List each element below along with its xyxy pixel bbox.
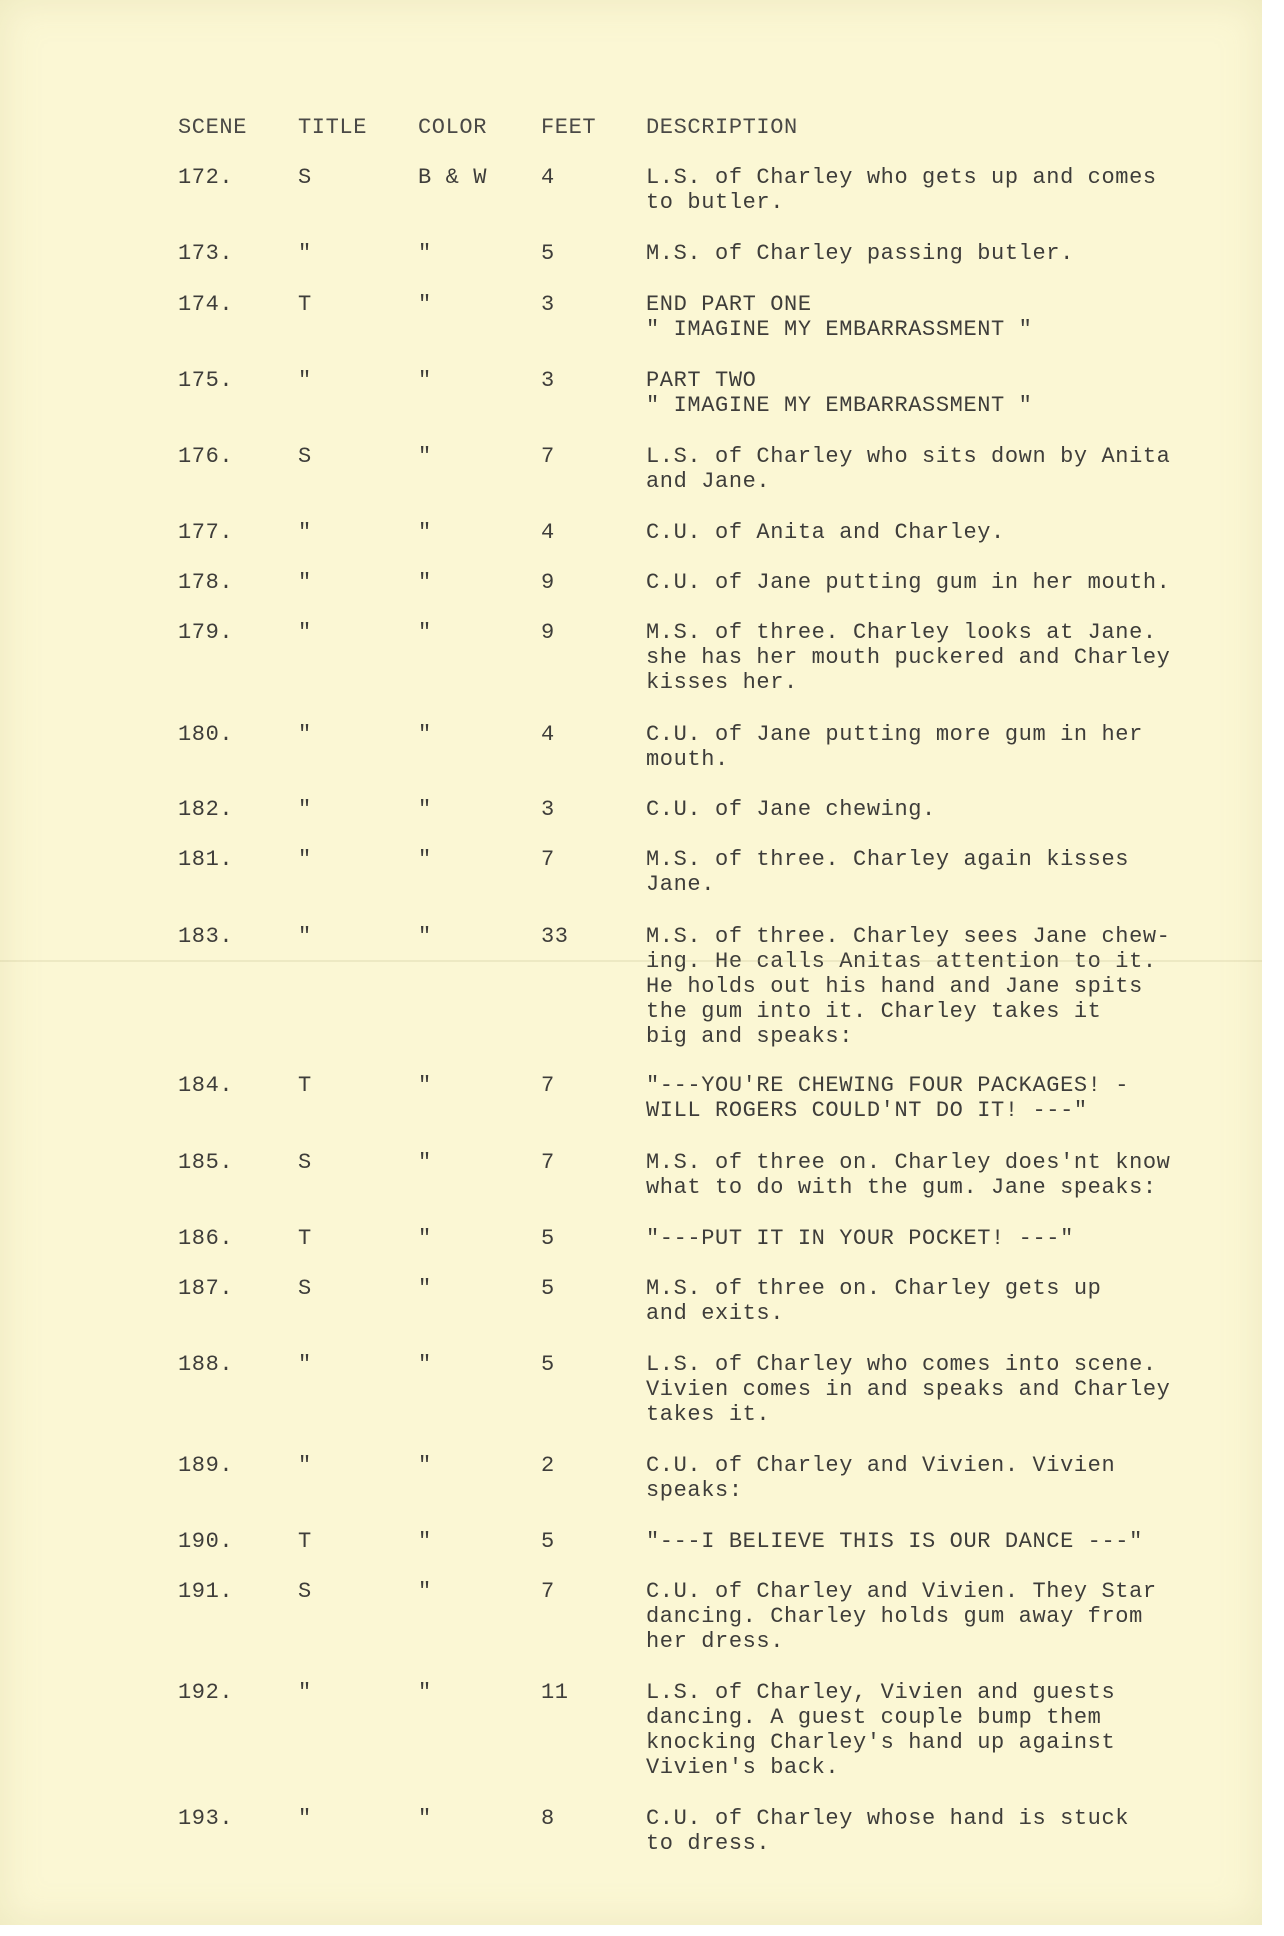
color-value: ": [418, 368, 432, 393]
description-text: C.U. of Charley and Vivien. Vivien speaks:: [646, 1453, 1116, 1503]
description-text: C.U. of Anita and Charley.: [646, 520, 1005, 545]
feet-value: 5: [541, 1352, 555, 1377]
color-value: ": [418, 1453, 432, 1478]
feet-value: 3: [541, 368, 555, 393]
description-text: "---PUT IT IN YOUR POCKET! ---": [646, 1226, 1074, 1251]
description-text: END PART ONE " IMAGINE MY EMBARRASSMENT ": [646, 292, 1033, 342]
color-value: ": [418, 722, 432, 747]
title-code: ": [298, 1680, 312, 1705]
scene-number: 177.: [178, 520, 234, 545]
feet-value: 9: [541, 570, 555, 595]
scene-number: 178.: [178, 570, 234, 595]
feet-value: 4: [541, 520, 555, 545]
color-value: ": [418, 241, 432, 266]
feet-value: 9: [541, 620, 555, 645]
title-code: T: [298, 1073, 312, 1098]
color-value: ": [418, 1150, 432, 1175]
color-value: B & W: [418, 165, 488, 190]
feet-value: 8: [541, 1806, 555, 1831]
scene-number: 172.: [178, 165, 234, 190]
color-value: ": [418, 1073, 432, 1098]
scene-number: 190.: [178, 1529, 234, 1554]
scene-number: 183.: [178, 924, 234, 949]
scene-number: 176.: [178, 444, 234, 469]
title-code: ": [298, 924, 312, 949]
feet-value: 3: [541, 797, 555, 822]
scene-number: 193.: [178, 1806, 234, 1831]
column-headers: [0, 115, 1262, 145]
description-text: "---YOU'RE CHEWING FOUR PACKAGES! - WILL ROGERS COULD'NT DO IT! ---": [646, 1073, 1130, 1123]
scene-number: 186.: [178, 1226, 234, 1251]
color-value: ": [418, 1579, 432, 1604]
feet-value: 11: [541, 1680, 569, 1705]
scene-number: 179.: [178, 620, 234, 645]
title-code: ": [298, 1806, 312, 1831]
title-code: T: [298, 292, 312, 317]
color-value: ": [418, 1352, 432, 1377]
scene-number: 188.: [178, 1352, 234, 1377]
description-text: M.S. of Charley passing butler.: [646, 241, 1074, 266]
title-code: S: [298, 1150, 312, 1175]
scene-number: 182.: [178, 797, 234, 822]
title-code: S: [298, 1579, 312, 1604]
description-text: M.S. of three on. Charley does'nt know what to do with the gum. Jane speaks:: [646, 1150, 1171, 1200]
scene-number: 173.: [178, 241, 234, 266]
color-value: ": [418, 1806, 432, 1831]
description-text: L.S. of Charley, Vivien and guests dancing. A guest couple bump them knocking Charley's hand up against Vivien's back.: [646, 1680, 1116, 1780]
title-code: ": [298, 620, 312, 645]
description-text: M.S. of three on. Charley gets up and exits.: [646, 1276, 1102, 1326]
description-text: M.S. of three. Charley looks at Jane. she has her mouth puckered and Charley kisses her.: [646, 620, 1171, 695]
description-text: C.U. of Charley whose hand is stuck to dress.: [646, 1806, 1130, 1856]
scene-number: 181.: [178, 847, 234, 872]
description-text: L.S. of Charley who sits down by Anita and Jane.: [646, 444, 1171, 494]
header-feet: FEET: [541, 115, 597, 140]
description-text: L.S. of Charley who gets up and comes to butler.: [646, 165, 1157, 215]
feet-value: 5: [541, 241, 555, 266]
feet-value: 4: [541, 722, 555, 747]
color-value: ": [418, 1276, 432, 1301]
description-text: "---I BELIEVE THIS IS OUR DANCE ---": [646, 1529, 1143, 1554]
feet-value: 7: [541, 444, 555, 469]
feet-value: 7: [541, 847, 555, 872]
title-code: ": [298, 1352, 312, 1377]
feet-value: 5: [541, 1226, 555, 1251]
title-code: ": [298, 241, 312, 266]
color-value: ": [418, 520, 432, 545]
scene-number: 185.: [178, 1150, 234, 1175]
title-code: ": [298, 1453, 312, 1478]
feet-value: 3: [541, 292, 555, 317]
feet-value: 5: [541, 1529, 555, 1554]
color-value: ": [418, 1680, 432, 1705]
scene-number: 184.: [178, 1073, 234, 1098]
color-value: ": [418, 620, 432, 645]
scene-number: 192.: [178, 1680, 234, 1705]
description-text: M.S. of three. Charley sees Jane chew- ing. He calls Anitas attention to it. He holds out his hand and Jane spits the gum into it. Charley takes it big and speaks:: [646, 924, 1171, 1049]
description-text: PART TWO " IMAGINE MY EMBARRASSMENT ": [646, 368, 1033, 418]
title-code: S: [298, 444, 312, 469]
scene-number: 174.: [178, 292, 234, 317]
feet-value: 2: [541, 1453, 555, 1478]
description-text: C.U. of Charley and Vivien. They Star dancing. Charley holds gum away from her dress.: [646, 1579, 1157, 1654]
description-text: M.S. of three. Charley again kisses Jane.: [646, 847, 1130, 897]
color-value: ": [418, 797, 432, 822]
scene-number: 191.: [178, 1579, 234, 1604]
title-code: ": [298, 520, 312, 545]
title-code: ": [298, 722, 312, 747]
feet-value: 7: [541, 1073, 555, 1098]
scene-number: 189.: [178, 1453, 234, 1478]
header-description: DESCRIPTION: [646, 115, 798, 140]
feet-value: 7: [541, 1579, 555, 1604]
description-text: C.U. of Jane putting gum in her mouth.: [646, 570, 1171, 595]
color-value: ": [418, 924, 432, 949]
title-code: T: [298, 1529, 312, 1554]
header-scene: SCENE: [178, 115, 248, 140]
color-value: ": [418, 570, 432, 595]
color-value: ": [418, 847, 432, 872]
color-value: ": [418, 292, 432, 317]
scene-number: 180.: [178, 722, 234, 747]
color-value: ": [418, 1226, 432, 1251]
feet-value: 7: [541, 1150, 555, 1175]
feet-value: 4: [541, 165, 555, 190]
title-code: T: [298, 1226, 312, 1251]
header-color: COLOR: [418, 115, 488, 140]
color-value: ": [418, 1529, 432, 1554]
title-code: ": [298, 570, 312, 595]
feet-value: 33: [541, 924, 569, 949]
title-code: ": [298, 797, 312, 822]
title-code: S: [298, 1276, 312, 1301]
description-text: C.U. of Jane chewing.: [646, 797, 936, 822]
title-code: ": [298, 368, 312, 393]
scene-number: 175.: [178, 368, 234, 393]
feet-value: 5: [541, 1276, 555, 1301]
color-value: ": [418, 444, 432, 469]
scene-number: 187.: [178, 1276, 234, 1301]
description-text: L.S. of Charley who comes into scene. Vivien comes in and speaks and Charley takes it.: [646, 1352, 1171, 1427]
header-title: TITLE: [298, 115, 368, 140]
title-code: ": [298, 847, 312, 872]
description-text: C.U. of Jane putting more gum in her mouth.: [646, 722, 1143, 772]
title-code: S: [298, 165, 312, 190]
